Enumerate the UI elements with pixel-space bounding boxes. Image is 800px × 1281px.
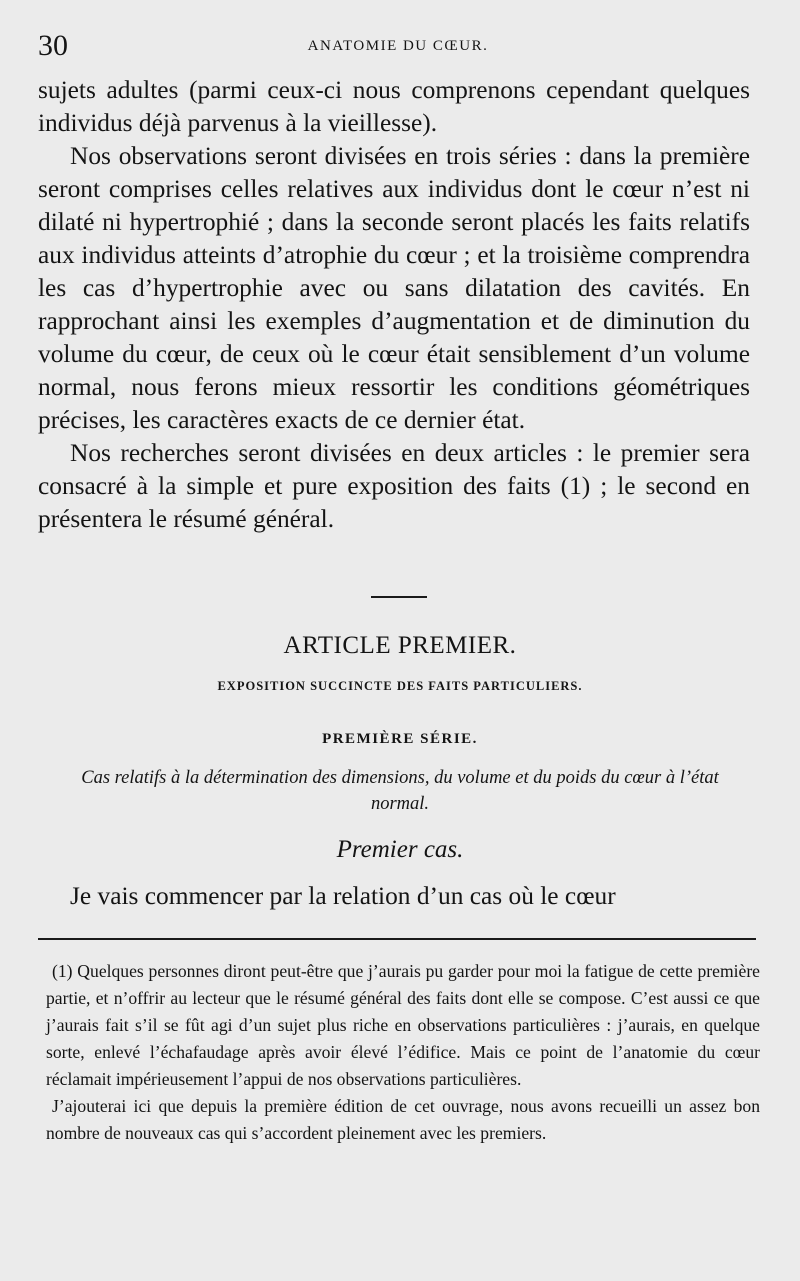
- series-description: Cas relatifs à la détermination des dimensions, du volume et du poids du cœur à l’état normal.: [81, 768, 719, 814]
- running-head: ANATOMIE DU CŒUR.: [307, 38, 489, 54]
- body-paragraph: Nos observations seront divisées en trois séries : dans la première seront comprises celles relatives aux individus dont le cœur n’est ni dilaté ni hypertrophié ; dans la seconde seront placés les faits relatifs aux individus atteints d’atrophie du cœur ; et la troisième comprendra les cas d’hypertrophie avec ou sans dilatation des cavités. En rapprochant ainsi les exemples d’augmentation et de diminution du volume du cœur, de ceux où le cœur était sensiblement d’un volume normal, nous ferons mieux ressortir les conditions géométriques précises, les caractères exacts de ce dernier état.: [38, 142, 750, 434]
- body-paragraph: Nos recherches seront divisées en deux articles : le premier sera consacré à la simple et pure exposition des faits (1) ; le second en présentera le résumé général.: [38, 439, 750, 533]
- page-number: 30: [38, 29, 68, 62]
- section-divider: [371, 596, 427, 598]
- body-text: [38, 74, 750, 536]
- article-title: ARTICLE PREMIER.: [283, 632, 517, 659]
- footnotes: [46, 958, 760, 1147]
- body-paragraph: sujets adultes (parmi ceux-ci nous comprenons cependant quelques individus déjà parvenus à la vieillesse).: [38, 76, 750, 137]
- footnote-paragraph: J’ajouterai ici que depuis la première édition de cet ouvrage, nous avons recueilli un assez bon nombre de nouveaux cas qui s’accordent pleinement avec les premiers.: [46, 1096, 760, 1143]
- page-header: [38, 30, 758, 66]
- case-opening-line: Je vais commencer par la relation d’un cas où le cœur: [70, 882, 616, 910]
- footnote-divider: [38, 938, 756, 940]
- case-title: Premier cas.: [336, 836, 464, 863]
- footnote-paragraph: (1) Quelques personnes diront peut-être que j’aurais pu garder pour moi la fatigue de cette première partie, et n’offrir au lecteur que le résumé général des faits dont elle se compose. C’est aussi ce que j’aurais fait s’il se fût agi d’un sujet plus riche en observations particulières : j’aurais, en quelque sorte, enlevé l’échafaudage après avoir élevé l’édifice. Mais ce point de l’anatomie du cœur réclamait impérieusement l’appui de nos observations particulières.: [46, 961, 760, 1089]
- series-title: PREMIÈRE SÉRIE.: [322, 731, 478, 747]
- article-subtitle: EXPOSITION SUCCINCTE DES FAITS PARTICULIERS.: [217, 679, 583, 693]
